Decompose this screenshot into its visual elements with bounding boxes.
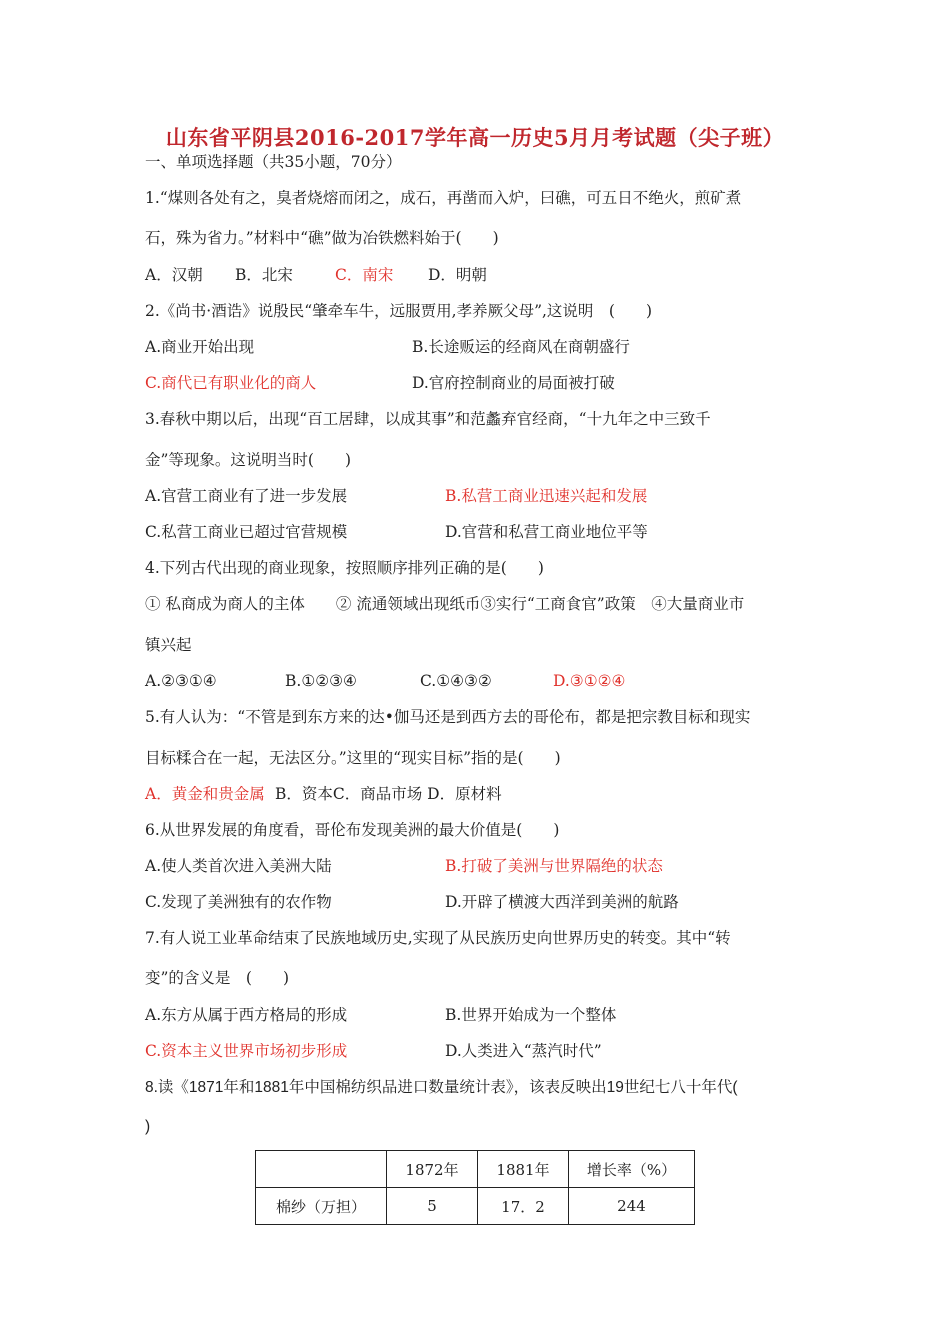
table-row	[256, 1188, 695, 1225]
q1-option-d: D．明朝	[428, 266, 487, 284]
q6-option-d: D.开辟了横渡大西洋到美洲的航路	[445, 893, 679, 911]
q7-option-c-answer: C.资本主义世界市场初步形成	[145, 1042, 348, 1060]
q4-option-b: B.①②③④	[285, 672, 357, 690]
table-cell: 244	[569, 1188, 695, 1225]
q2-option-c-answer: C.商代已有职业化的商人	[145, 374, 317, 392]
q6-option-c: C.发现了美洲独有的农作物	[145, 893, 332, 911]
q5-option-a-answer: A．黄金和贵金属	[145, 785, 265, 803]
question-3-line-2: 金”等现象。这说明当时( )	[145, 451, 352, 469]
question-3-line-1: 3.春秋中期以后，出现“百工居肆，以成其事”和范蠡弃官经商，“十九年之中三致千	[145, 410, 711, 428]
q4-option-d-answer: D.③①②④	[553, 672, 626, 690]
q1-option-a: A．汉朝	[145, 266, 203, 284]
page-title: 山东省平阴县2016-2017学年高一历史5月月考试题（尖子班）	[165, 125, 785, 150]
question-5-line-1: 5.有人认为：“不管是到东方来的达•伽马还是到西方去的哥伦布，都是把宗教目标和现实	[145, 708, 751, 726]
question-7-line-1: 7.有人说工业革命结束了民族地域历史,实现了从民族历史向世界历史的转变。其中“转	[145, 929, 731, 947]
q3-option-d: D.官营和私营工商业地位平等	[445, 523, 648, 541]
section-heading: 一、单项选择题（共35小题，70分）	[145, 153, 402, 171]
question-5-line-2: 目标糅合在一起，无法区分。”这里的“现实目标”指的是( )	[145, 749, 561, 767]
question-4-line-2: ① 私商成为商人的主体 ② 流通领域出现纸币③实行“工商食官”政策 ④大量商业市	[145, 595, 745, 613]
q7-option-d: D.人类进入“蒸汽时代”	[445, 1042, 602, 1060]
question-4-line-1: 4.下列古代出现的商业现象，按照顺序排列正确的是( )	[145, 559, 544, 577]
table-header-cell: 1872年	[387, 1151, 478, 1188]
q1-option-b: B．北宋	[235, 266, 293, 284]
question-4-line-3: 镇兴起	[145, 636, 192, 654]
q5-options-rest: B．资本C．商品市场 D．原材料	[275, 785, 502, 803]
q7-option-b: B.世界开始成为一个整体	[445, 1006, 617, 1024]
q3-option-c: C.私营工商业已超过官营规模	[145, 523, 348, 541]
q4-option-a: A.②③①④	[145, 672, 217, 690]
table-cell: 5	[387, 1188, 478, 1225]
question-1-line-1: 1.“煤则各处有之，臭者烧熔而闭之，成石，再凿而入炉，曰礁，可五日不绝火，煎矿煮	[145, 189, 742, 207]
q7-option-a: A.东方从属于西方格局的形成	[145, 1006, 348, 1024]
question-1-line-2: 石，殊为省力。”材料中“礁”做为冶铁燃料始于( )	[145, 229, 499, 247]
q2-option-a: A.商业开始出现	[145, 338, 255, 356]
question-2-line-1: 2.《尚书·酒诰》说殷民“肇牵车牛，远服贾用,孝养厥父母”,这说明 ( )	[145, 302, 653, 320]
q3-option-b-answer: B.私营工商业迅速兴起和发展	[445, 487, 648, 505]
q2-option-b: B.长途贩运的经商风在商朝盛行	[412, 338, 630, 356]
table-cell: 棉纱（万担）	[256, 1188, 387, 1225]
q6-option-a: A.使人类首次进入美洲大陆	[145, 857, 332, 875]
cotton-import-table	[255, 1150, 695, 1225]
table-header-cell	[256, 1151, 387, 1188]
table-header-cell: 1881年	[478, 1151, 569, 1188]
table-cell: 17．2	[478, 1188, 569, 1225]
question-7-line-2: 变”的含义是 ( )	[145, 969, 290, 987]
question-8-line-1: 8.读《1871年和1881年中国棉纺织品进口数量统计表》，该表反映出19世纪七八十年代(	[145, 1079, 738, 1096]
q3-option-a: A.官营工商业有了进一步发展	[145, 487, 348, 505]
q4-option-c: C.①④③②	[420, 672, 492, 690]
q1-option-c-answer: C．南宋	[335, 266, 394, 284]
q2-option-d: D.官府控制商业的局面被打破	[412, 374, 615, 392]
question-8-line-2: )	[145, 1118, 151, 1135]
table-header-cell: 增长率（%）	[569, 1151, 695, 1188]
table-header-row	[256, 1151, 695, 1188]
q6-option-b-answer: B.打破了美洲与世界隔绝的状态	[445, 857, 663, 875]
question-6-line-1: 6.从世界发展的角度看，哥伦布发现美洲的最大价值是( )	[145, 821, 560, 839]
